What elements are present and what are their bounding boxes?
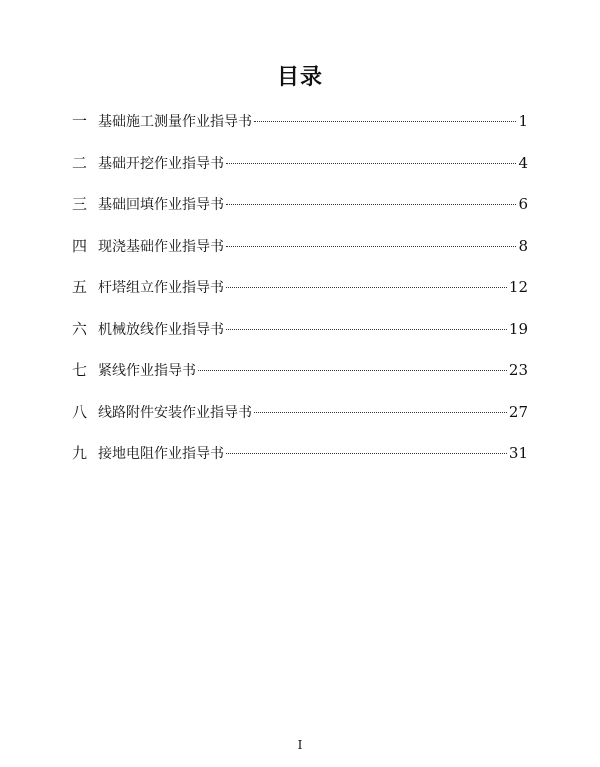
- toc-entry[interactable]: [72, 152, 528, 194]
- toc-entry[interactable]: [72, 235, 528, 277]
- toc-entry-number: 一: [72, 112, 88, 130]
- toc-entry-title: 基础施工测量作业指导书: [98, 114, 252, 130]
- toc-entry-title: 线路附件安装作业指导书: [98, 404, 252, 421]
- toc-entry[interactable]: [72, 318, 528, 360]
- toc-entry-page: 23: [508, 361, 528, 379]
- toc-entry-page: 8: [518, 236, 528, 255]
- toc-entry-title: 接地电阻作业指导书: [98, 446, 224, 462]
- toc-entry-title: 紧线作业指导书: [98, 363, 196, 379]
- toc-entry-number: 四: [72, 236, 88, 255]
- toc-entry[interactable]: [72, 276, 528, 318]
- toc-entry[interactable]: [72, 110, 528, 152]
- toc-entry-title: 基础开挖作业指导书: [98, 155, 224, 172]
- toc-entry-number: 七: [72, 361, 88, 379]
- toc-entry-number: 三: [72, 195, 88, 213]
- toc-entry-title: 杆塔组立作业指导书: [98, 280, 224, 296]
- toc-entry[interactable]: [72, 359, 528, 401]
- page-title: 目录: [276, 65, 323, 90]
- toc-entry-page: 27: [508, 402, 528, 421]
- toc-dot-leader: [226, 204, 516, 205]
- toc-dot-leader: [226, 453, 507, 454]
- toc-entry-number: 五: [72, 278, 88, 296]
- table-of-contents: [72, 110, 528, 484]
- toc-entry[interactable]: [72, 401, 528, 443]
- toc-dot-leader: [254, 121, 516, 122]
- toc-dot-leader: [254, 412, 507, 413]
- toc-entry-page: 12: [508, 278, 528, 296]
- toc-entry[interactable]: [72, 193, 528, 235]
- page-number: I: [297, 738, 303, 752]
- toc-entry-page: 4: [518, 153, 528, 172]
- toc-entry-number: 九: [72, 444, 88, 462]
- toc-entry-page: 1: [518, 112, 528, 130]
- toc-dot-leader: [226, 246, 516, 247]
- toc-entry-title: 现浇基础作业指导书: [98, 238, 224, 255]
- toc-dot-leader: [226, 163, 516, 164]
- toc-entry-page: 31: [508, 444, 528, 462]
- toc-entry-number: 六: [72, 319, 88, 338]
- toc-dot-leader: [198, 370, 507, 371]
- toc-entry-number: 八: [72, 402, 88, 421]
- toc-entry-page: 19: [508, 319, 528, 338]
- toc-entry-title: 机械放线作业指导书: [98, 321, 224, 338]
- toc-entry-number: 二: [72, 153, 88, 172]
- toc-entry-title: 基础回填作业指导书: [98, 197, 224, 213]
- toc-dot-leader: [226, 287, 507, 288]
- toc-entry[interactable]: [72, 442, 528, 484]
- toc-dot-leader: [226, 329, 507, 330]
- toc-entry-page: 6: [518, 195, 528, 213]
